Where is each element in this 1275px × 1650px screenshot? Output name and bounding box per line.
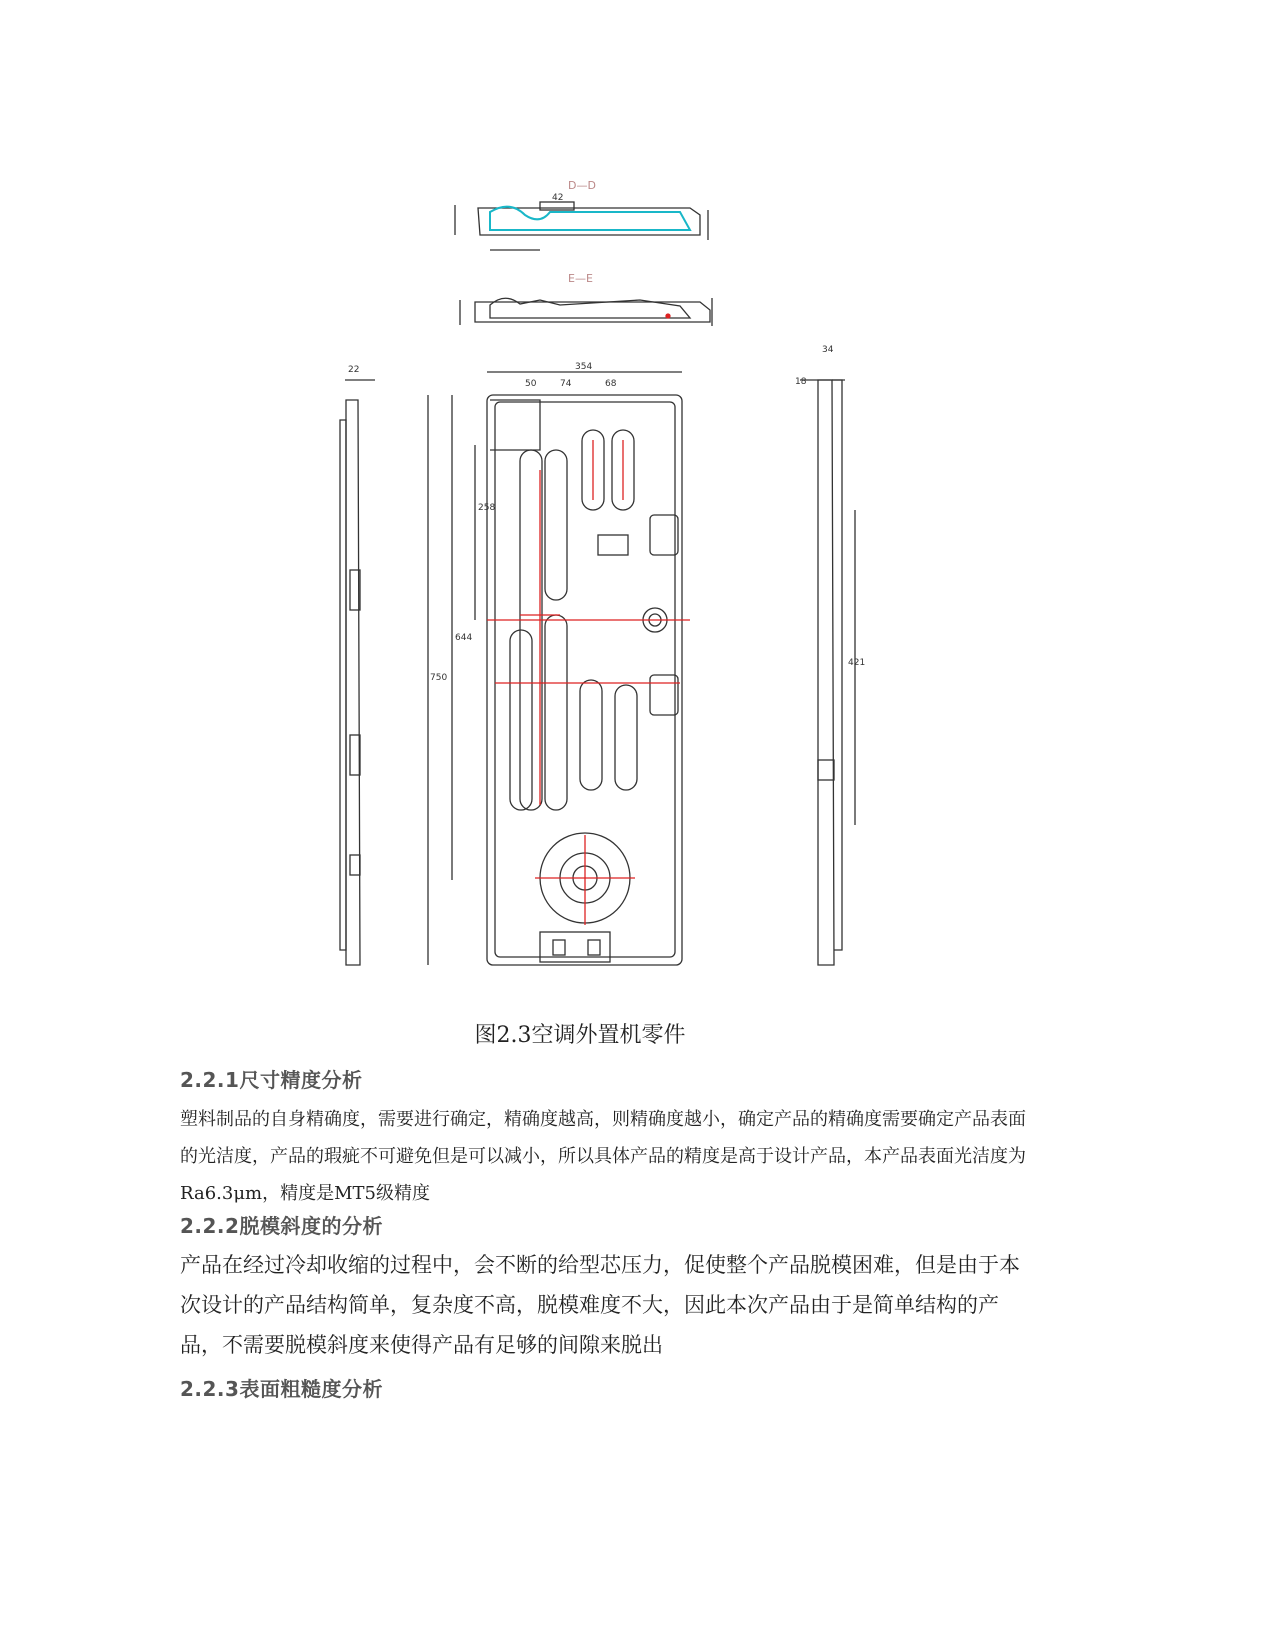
label-d-d: D—D [568, 179, 596, 192]
dim-label: 42 [552, 193, 564, 203]
dim-label: 258 [478, 503, 496, 513]
label-e-e: E—E [568, 272, 593, 285]
main-plan-view [428, 372, 682, 965]
dim-label: 750 [430, 673, 448, 683]
section-heading-draft-angle: 2.2.2脱模斜度的分析 [180, 1214, 383, 1238]
dim-label: 68 [605, 379, 617, 389]
section-e-e-view [460, 298, 712, 326]
dim-label: 34 [822, 345, 834, 355]
red-centerlines [487, 440, 690, 925]
dim-label: 22 [348, 365, 360, 375]
paragraph-draft-angle: 产品在经过冷却收缩的过程中，会不断的给型芯压力，促使整个产品脱模困难，但是由于本次设计的产品结构简单，复杂度不高，脱模难度不大，因此本次产品由于是简单结构的产品，不需要脱模斜度来使得产品有足够的间隙来脱出 [180, 1253, 1020, 1357]
right-side-view [800, 380, 855, 965]
figure-caption: 图2.3空调外置机零件 [474, 1023, 686, 1048]
dim-label: 74 [560, 379, 572, 389]
section-heading-surface-roughness: 2.2.3表面粗糙度分析 [180, 1377, 383, 1401]
section-d-d-view [455, 202, 708, 250]
dim-label: 644 [455, 633, 473, 643]
paragraph-dimension-accuracy: 塑料制品的自身精确度，需要进行确定，精确度越高，则精确度越小，确定产品的精确度需要确定产品表面的光洁度，产品的瑕疵不可避免但是可以减小，所以具体产品的精度是高于设计产品，本产品表面光洁度为Ra6.3μm，精度是MT5级精度 [180, 1109, 1026, 1204]
left-side-view [340, 380, 375, 965]
dim-label: 354 [575, 362, 593, 372]
dim-label: 18 [795, 377, 807, 387]
dim-label: 50 [525, 379, 537, 389]
dim-label: 421 [848, 658, 866, 668]
section-heading-dimension-accuracy: 2.2.1尺寸精度分析 [180, 1068, 363, 1092]
